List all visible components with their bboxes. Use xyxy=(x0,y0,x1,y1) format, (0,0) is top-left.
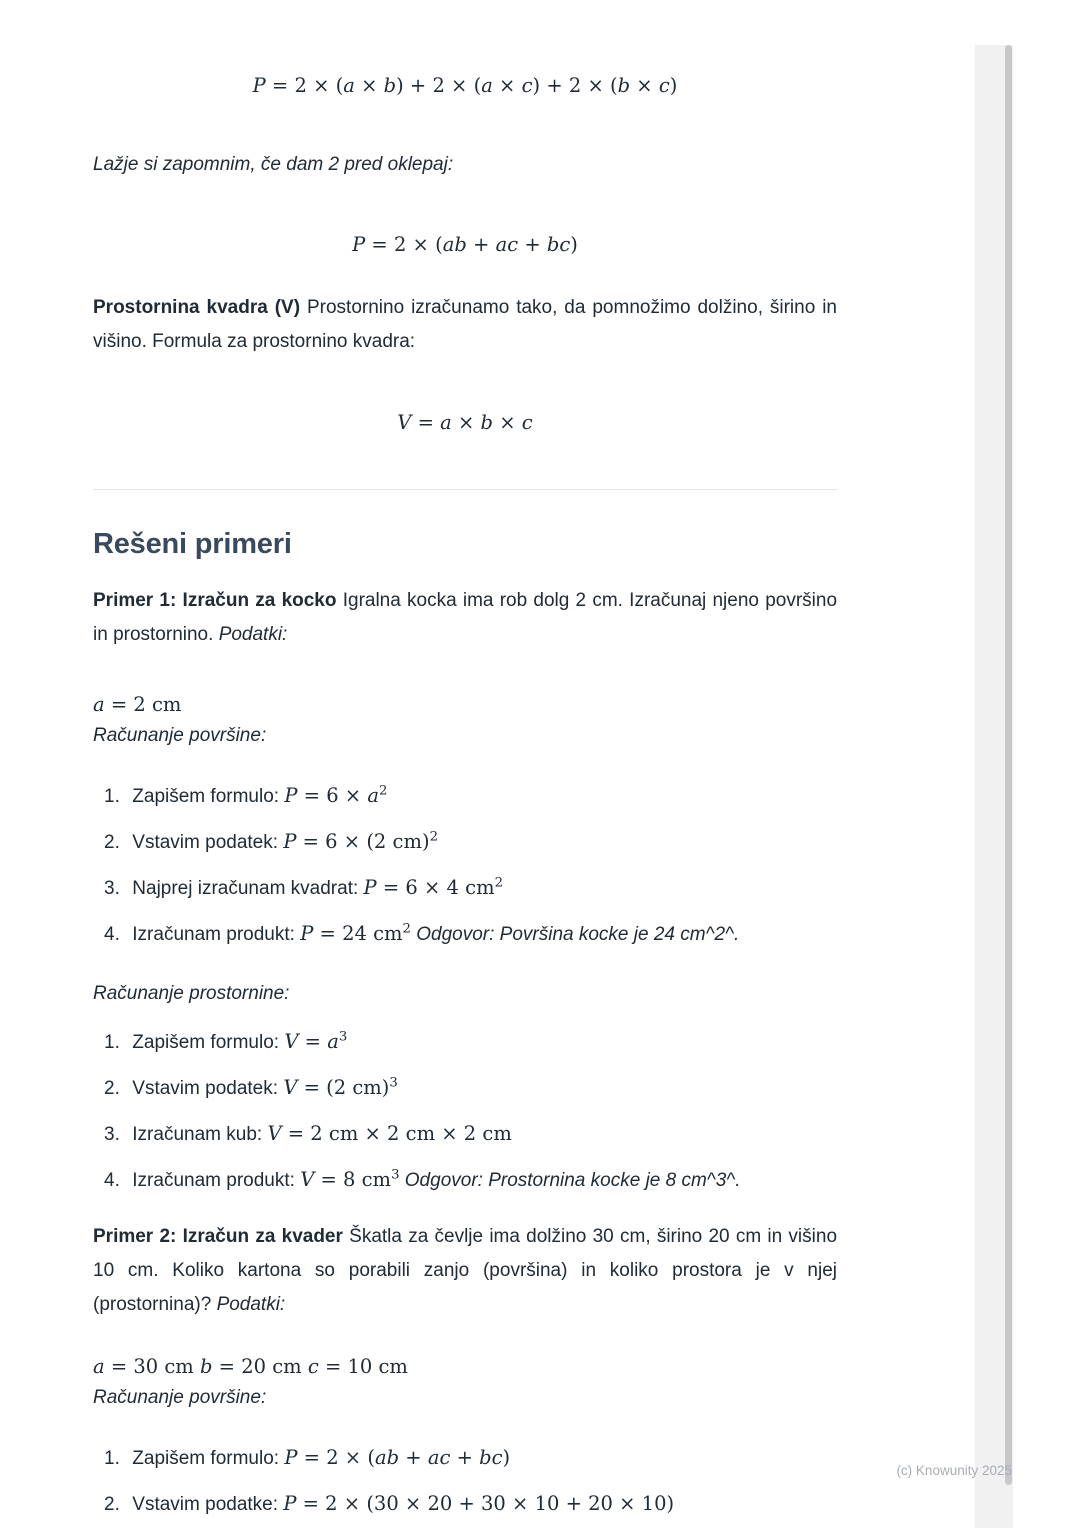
primer1-surface-label: Računanje površine: xyxy=(93,725,267,746)
primer1-volume-label: Računanje prostornine: xyxy=(93,983,290,1004)
step-label: Najprej izračunam kvadrat: xyxy=(132,878,359,899)
primer2-surface-steps xyxy=(93,1442,837,1520)
copyright-watermark: (c) Knowunity 2025 xyxy=(896,1463,1012,1478)
step-number: 1. xyxy=(104,1448,120,1469)
step-label: Izračunam produkt: xyxy=(132,924,295,945)
volume-paragraph xyxy=(93,291,837,359)
primer2-podatki-label: Podatki: xyxy=(216,1294,286,1315)
step-label: Vstavim podatek: xyxy=(132,832,279,853)
step-item xyxy=(104,780,837,812)
step-number: 3. xyxy=(104,878,120,899)
volume-paragraph-bold: Prostornina kvadra (V) xyxy=(93,297,301,318)
step-answer: Odgovor: Površina kocke je 24 cm^2^. xyxy=(416,924,740,945)
primer1-data-block xyxy=(93,690,837,752)
step-item xyxy=(104,1164,837,1196)
scrollbar-thumb[interactable] xyxy=(1005,45,1012,1485)
step-number: 4. xyxy=(104,1170,120,1191)
step-item xyxy=(104,1488,837,1520)
step-label: Izračunam produkt: xyxy=(132,1170,295,1191)
step-label: Zapišem formulo: xyxy=(132,1032,280,1053)
formula-text: P = 2 × (ab + ac + bc) xyxy=(352,233,578,256)
step-answer: Odgovor: Prostornina kocke je 8 cm^3^. xyxy=(404,1170,741,1191)
step-number: 1. xyxy=(104,1032,120,1053)
step-math: P = 2 × (30 × 20 + 30 × 10 + 20 × 10) xyxy=(283,1492,675,1515)
formula-volume xyxy=(93,411,837,435)
step-number: 3. xyxy=(104,1124,120,1145)
step-number: 2. xyxy=(104,1494,120,1515)
step-item xyxy=(104,872,837,904)
formula-surface-expanded xyxy=(93,74,837,98)
primer1-intro-text: Igralna kocka ima rob dolg 2 cm. Izračunaj njeno površino in prostornino. xyxy=(93,590,838,645)
primer2-title: Primer 2: Izračun za kvader xyxy=(93,1226,343,1247)
primer2-intro-paragraph xyxy=(93,1220,837,1322)
primer1-intro-paragraph xyxy=(93,584,837,652)
step-label: Zapišem formulo: xyxy=(132,1448,280,1469)
step-math: V = 2 cm × 2 cm × 2 cm xyxy=(267,1122,512,1145)
primer2-data-line: a = 30 cm b = 20 cm c = 10 cm xyxy=(93,1355,408,1378)
primer1-title: Primer 1: Izračun za kocko xyxy=(93,590,337,611)
step-label: Izračunam kub: xyxy=(132,1124,263,1145)
step-item xyxy=(104,1442,837,1474)
primer2-data-block xyxy=(93,1352,837,1414)
section-title: Rešeni primeri xyxy=(93,528,292,560)
step-label: Vstavim podatek: xyxy=(132,1078,279,1099)
step-item xyxy=(104,1026,837,1058)
primer2-intro-text: Škatla za čevlje ima dolžino 30 cm, širino 20 cm in višino 10 cm. Koliko kartona so porabili zanjo (površina) in koliko prostora je v njej (prostornina)? xyxy=(93,1226,838,1315)
section-divider xyxy=(93,489,837,490)
formula-text: P = 2 × (a × b) + 2 × (a × c) + 2 × (b × c) xyxy=(252,74,678,97)
step-item xyxy=(104,1118,837,1150)
step-number: 2. xyxy=(104,832,120,853)
step-math: P = 6 × 4 $cm^2$ xyxy=(363,875,504,899)
formula-text: V = a × b × c xyxy=(397,411,533,434)
step-label: Zapišem formulo: xyxy=(132,786,280,807)
note-paragraph: Lažje si zapomnim, če dam 2 pred oklepaj: xyxy=(93,154,454,175)
document-content xyxy=(93,0,837,1520)
step-label: Vstavim podatke: xyxy=(132,1494,279,1515)
step-math: V = (2 cm)$^3$ xyxy=(283,1075,398,1099)
primer1-volume-steps xyxy=(93,1026,837,1196)
step-item xyxy=(104,918,837,950)
formula-surface-compact xyxy=(93,233,837,257)
primer1-surface-steps xyxy=(93,780,837,950)
step-item xyxy=(104,1072,837,1104)
step-math: $P = 6 \times a^2$ xyxy=(284,783,388,807)
primer2-surface-label: Računanje površine: xyxy=(93,1387,267,1408)
step-math: P = 6 × (2 cm)$^2$ xyxy=(283,829,438,853)
volume-paragraph-text: Prostornino izračunamo tako, da pomnožimo dolžino, širino in višino. Formula za prostornino kvadra: xyxy=(93,297,837,352)
step-math: P = 24 $cm^2$ xyxy=(300,921,411,945)
primer1-podatki-label: Podatki: xyxy=(218,624,288,645)
step-number: 1. xyxy=(104,786,120,807)
primer1-data-line: a = 2 cm xyxy=(93,693,182,716)
step-math: P = 2 × (ab + ac + bc) xyxy=(284,1446,511,1469)
step-math: V = 8 $cm^3$ xyxy=(300,1167,400,1191)
step-number: 4. xyxy=(104,924,120,945)
step-item xyxy=(104,826,837,858)
step-number: 2. xyxy=(104,1078,120,1099)
step-math: $V = a^3$ xyxy=(284,1029,348,1053)
